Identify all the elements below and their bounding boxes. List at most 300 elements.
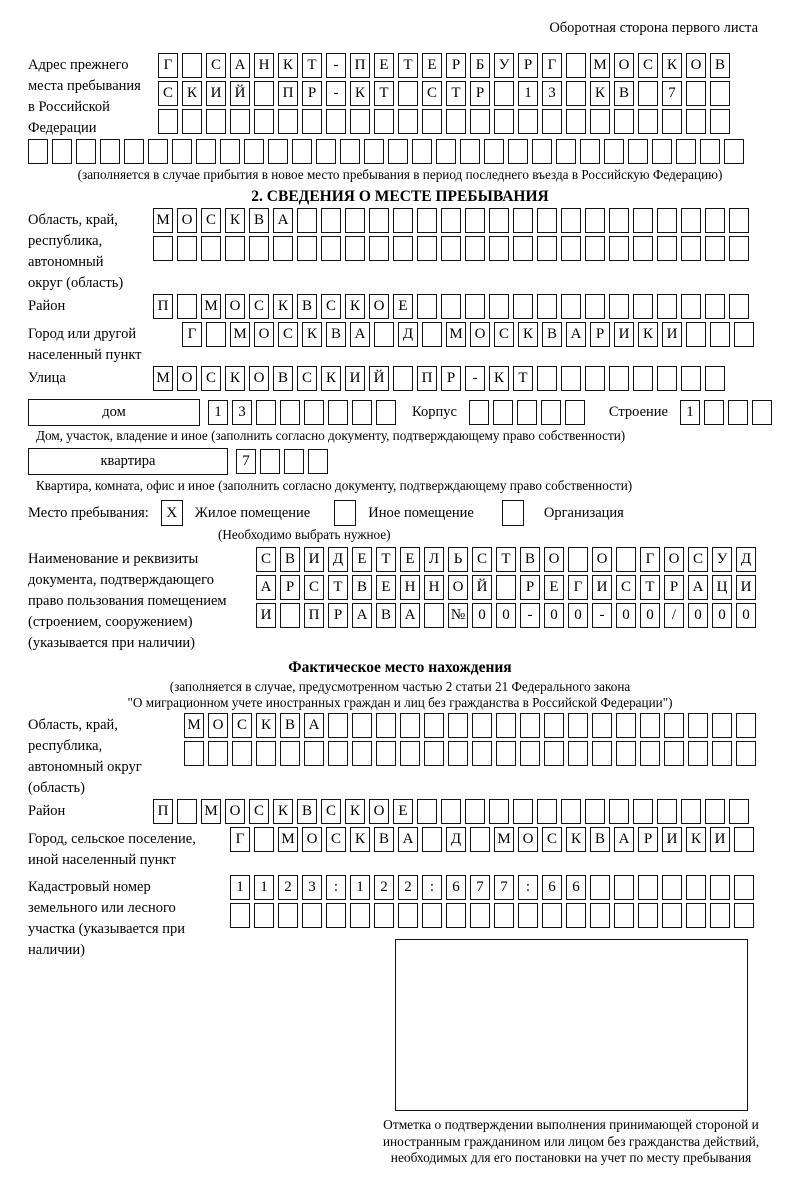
char-box[interactable] (496, 741, 516, 766)
char-box[interactable] (638, 875, 658, 900)
char-box[interactable] (328, 713, 348, 738)
char-box[interactable]: О (664, 547, 684, 572)
char-box[interactable]: В (280, 547, 300, 572)
char-box[interactable]: В (710, 53, 730, 78)
char-box[interactable] (541, 400, 561, 425)
char-box[interactable]: 0 (640, 603, 660, 628)
char-box[interactable] (628, 139, 648, 164)
char-box[interactable] (729, 799, 749, 824)
char-box[interactable]: Й (369, 366, 389, 391)
char-box[interactable]: В (590, 827, 610, 852)
char-box[interactable]: П (153, 799, 173, 824)
char-box[interactable]: И (304, 547, 324, 572)
char-box[interactable]: Д (736, 547, 756, 572)
char-box[interactable]: В (273, 366, 293, 391)
char-box[interactable] (681, 208, 701, 233)
char-box[interactable] (662, 875, 682, 900)
char-box[interactable]: С (638, 53, 658, 78)
char-box[interactable] (609, 366, 629, 391)
char-box[interactable] (448, 713, 468, 738)
char-box[interactable] (268, 139, 288, 164)
char-box[interactable]: 0 (712, 603, 732, 628)
char-box[interactable] (308, 449, 328, 474)
char-box[interactable] (729, 208, 749, 233)
char-box[interactable] (585, 294, 605, 319)
char-box[interactable] (302, 903, 322, 928)
char-box[interactable] (304, 400, 324, 425)
char-box[interactable] (469, 400, 489, 425)
char-box[interactable] (705, 799, 725, 824)
char-box[interactable] (585, 236, 605, 261)
char-box[interactable]: С (256, 547, 276, 572)
char-box[interactable] (350, 903, 370, 928)
char-box[interactable]: 0 (472, 603, 492, 628)
char-box[interactable] (328, 400, 348, 425)
char-box[interactable]: 0 (568, 603, 588, 628)
char-box[interactable] (518, 109, 538, 134)
char-box[interactable] (328, 741, 348, 766)
char-box[interactable] (633, 294, 653, 319)
char-box[interactable] (520, 741, 540, 766)
char-box[interactable] (513, 799, 533, 824)
char-box[interactable] (609, 208, 629, 233)
char-box[interactable]: К (182, 81, 202, 106)
char-box[interactable] (304, 741, 324, 766)
char-box[interactable]: И (592, 575, 612, 600)
char-box[interactable] (446, 109, 466, 134)
char-box[interactable]: В (352, 575, 372, 600)
char-box[interactable] (393, 366, 413, 391)
char-box[interactable] (710, 322, 730, 347)
char-box[interactable] (472, 713, 492, 738)
char-box[interactable] (292, 139, 312, 164)
char-box[interactable] (736, 713, 756, 738)
char-box[interactable] (640, 713, 660, 738)
char-box[interactable]: О (470, 322, 490, 347)
char-box[interactable] (465, 294, 485, 319)
char-box[interactable]: В (326, 322, 346, 347)
char-box[interactable] (640, 741, 660, 766)
char-box[interactable] (489, 208, 509, 233)
char-box[interactable] (417, 236, 437, 261)
char-box[interactable]: Т (328, 575, 348, 600)
char-box[interactable] (710, 875, 730, 900)
char-box[interactable] (609, 294, 629, 319)
char-box[interactable] (470, 109, 490, 134)
char-box[interactable] (561, 236, 581, 261)
char-box[interactable]: У (494, 53, 514, 78)
char-box[interactable]: - (465, 366, 485, 391)
char-box[interactable]: К (566, 827, 586, 852)
char-box[interactable] (441, 799, 461, 824)
char-box[interactable]: О (544, 547, 564, 572)
char-box[interactable]: А (350, 322, 370, 347)
char-box[interactable] (436, 139, 456, 164)
char-box[interactable]: С (422, 81, 442, 106)
char-box[interactable]: П (417, 366, 437, 391)
char-box[interactable]: С (321, 799, 341, 824)
char-box[interactable] (542, 109, 562, 134)
char-box[interactable]: А (614, 827, 634, 852)
char-box[interactable] (537, 236, 557, 261)
char-box[interactable] (182, 53, 202, 78)
char-box[interactable] (280, 603, 300, 628)
char-box[interactable] (712, 713, 732, 738)
char-box[interactable]: 0 (616, 603, 636, 628)
char-box[interactable] (364, 139, 384, 164)
char-box[interactable]: 2 (278, 875, 298, 900)
char-box[interactable]: Г (158, 53, 178, 78)
char-box[interactable]: Н (254, 53, 274, 78)
char-box[interactable] (662, 903, 682, 928)
char-box[interactable] (496, 575, 516, 600)
char-box[interactable]: 7 (470, 875, 490, 900)
char-box[interactable]: В (374, 827, 394, 852)
char-box[interactable] (556, 139, 576, 164)
char-box[interactable] (489, 236, 509, 261)
char-box[interactable] (609, 236, 629, 261)
char-box[interactable] (657, 236, 677, 261)
char-box[interactable] (28, 139, 48, 164)
char-box[interactable] (686, 903, 706, 928)
char-box[interactable]: Р (664, 575, 684, 600)
char-box[interactable] (352, 713, 372, 738)
char-box[interactable] (388, 139, 408, 164)
char-box[interactable] (592, 741, 612, 766)
char-box[interactable]: М (184, 713, 204, 738)
char-box[interactable] (424, 713, 444, 738)
char-box[interactable] (302, 109, 322, 134)
char-box[interactable] (422, 109, 442, 134)
char-box[interactable]: М (201, 294, 221, 319)
char-box[interactable]: 3 (302, 875, 322, 900)
char-box[interactable] (561, 799, 581, 824)
char-box[interactable] (208, 741, 228, 766)
char-box[interactable]: Т (446, 81, 466, 106)
char-box[interactable] (278, 109, 298, 134)
char-box[interactable]: Е (352, 547, 372, 572)
char-box[interactable]: О (254, 322, 274, 347)
char-box[interactable]: № (448, 603, 468, 628)
char-box[interactable] (76, 139, 96, 164)
char-box[interactable]: О (177, 366, 197, 391)
char-box[interactable]: Г (568, 575, 588, 600)
char-box[interactable]: А (352, 603, 372, 628)
char-box[interactable]: Т (496, 547, 516, 572)
char-box[interactable] (273, 236, 293, 261)
char-box[interactable] (657, 208, 677, 233)
char-box[interactable] (376, 741, 396, 766)
checkbox-residential[interactable]: X (161, 500, 183, 526)
char-box[interactable]: Р (328, 603, 348, 628)
char-box[interactable]: К (345, 294, 365, 319)
char-box[interactable]: Т (374, 81, 394, 106)
char-box[interactable]: И (614, 322, 634, 347)
char-box[interactable]: О (177, 208, 197, 233)
char-box[interactable] (398, 109, 418, 134)
char-box[interactable]: Р (638, 827, 658, 852)
char-box[interactable]: К (518, 322, 538, 347)
char-box[interactable] (633, 366, 653, 391)
char-box[interactable]: С (206, 53, 226, 78)
char-box[interactable] (633, 208, 653, 233)
char-box[interactable] (260, 449, 280, 474)
char-box[interactable] (614, 875, 634, 900)
char-box[interactable] (710, 109, 730, 134)
char-box[interactable] (686, 109, 706, 134)
char-box[interactable]: К (273, 799, 293, 824)
char-box[interactable]: К (590, 81, 610, 106)
char-box[interactable]: 1 (350, 875, 370, 900)
char-box[interactable] (244, 139, 264, 164)
char-box[interactable]: 3 (232, 400, 252, 425)
char-box[interactable]: С (232, 713, 252, 738)
char-box[interactable] (206, 322, 226, 347)
char-box[interactable] (561, 294, 581, 319)
char-box[interactable] (724, 139, 744, 164)
char-box[interactable]: К (225, 208, 245, 233)
char-box[interactable]: 1 (208, 400, 228, 425)
char-box[interactable]: О (686, 53, 706, 78)
char-box[interactable]: К (225, 366, 245, 391)
char-box[interactable] (484, 139, 504, 164)
char-box[interactable] (616, 547, 636, 572)
char-box[interactable]: Ь (448, 547, 468, 572)
char-box[interactable]: Е (422, 53, 442, 78)
char-box[interactable] (566, 81, 586, 106)
char-box[interactable] (220, 139, 240, 164)
char-box[interactable]: 6 (446, 875, 466, 900)
char-box[interactable] (734, 903, 754, 928)
char-box[interactable]: О (369, 294, 389, 319)
char-box[interactable] (638, 903, 658, 928)
char-box[interactable]: О (614, 53, 634, 78)
char-box[interactable]: К (321, 366, 341, 391)
char-box[interactable] (470, 827, 490, 852)
char-box[interactable] (465, 236, 485, 261)
char-box[interactable] (590, 903, 610, 928)
char-box[interactable] (544, 741, 564, 766)
char-box[interactable] (316, 139, 336, 164)
char-box[interactable]: В (542, 322, 562, 347)
char-box[interactable]: Т (640, 575, 660, 600)
char-box[interactable]: А (304, 713, 324, 738)
char-box[interactable]: К (350, 827, 370, 852)
char-box[interactable] (374, 109, 394, 134)
char-box[interactable] (565, 400, 585, 425)
char-box[interactable]: К (278, 53, 298, 78)
char-box[interactable] (424, 603, 444, 628)
char-box[interactable] (688, 741, 708, 766)
char-box[interactable]: - (592, 603, 612, 628)
char-box[interactable] (280, 400, 300, 425)
char-box[interactable] (297, 236, 317, 261)
char-box[interactable] (465, 208, 485, 233)
char-box[interactable]: С (321, 294, 341, 319)
char-box[interactable]: Р (518, 53, 538, 78)
char-box[interactable] (230, 903, 250, 928)
char-box[interactable] (345, 208, 365, 233)
char-box[interactable]: 3 (542, 81, 562, 106)
char-box[interactable] (686, 322, 706, 347)
char-box[interactable]: Е (374, 53, 394, 78)
char-box[interactable] (638, 81, 658, 106)
char-box[interactable] (705, 208, 725, 233)
char-box[interactable] (688, 713, 708, 738)
char-box[interactable] (177, 236, 197, 261)
char-box[interactable]: С (201, 208, 221, 233)
char-box[interactable] (681, 799, 701, 824)
char-box[interactable]: В (297, 799, 317, 824)
char-box[interactable] (494, 903, 514, 928)
char-box[interactable] (321, 208, 341, 233)
char-box[interactable] (520, 713, 540, 738)
char-box[interactable] (508, 139, 528, 164)
char-box[interactable] (374, 322, 394, 347)
char-box[interactable]: А (256, 575, 276, 600)
char-box[interactable] (422, 903, 442, 928)
char-box[interactable]: Р (302, 81, 322, 106)
char-box[interactable]: К (302, 322, 322, 347)
char-box[interactable] (254, 903, 274, 928)
char-box[interactable] (441, 208, 461, 233)
char-box[interactable]: И (256, 603, 276, 628)
char-box[interactable] (710, 81, 730, 106)
char-box[interactable]: О (592, 547, 612, 572)
char-box[interactable] (280, 741, 300, 766)
char-box[interactable]: С (688, 547, 708, 572)
char-box[interactable] (568, 547, 588, 572)
char-box[interactable]: К (256, 713, 276, 738)
char-box[interactable]: О (518, 827, 538, 852)
char-box[interactable]: О (208, 713, 228, 738)
char-box[interactable] (638, 109, 658, 134)
char-box[interactable]: - (520, 603, 540, 628)
char-box[interactable] (494, 81, 514, 106)
char-box[interactable] (590, 875, 610, 900)
char-box[interactable]: Й (230, 81, 250, 106)
char-box[interactable]: С (297, 366, 317, 391)
char-box[interactable] (376, 400, 396, 425)
char-box[interactable]: А (273, 208, 293, 233)
char-box[interactable] (734, 875, 754, 900)
char-box[interactable]: Р (520, 575, 540, 600)
char-box[interactable]: М (230, 322, 250, 347)
checkbox-other-premises[interactable] (334, 500, 356, 526)
char-box[interactable] (566, 53, 586, 78)
char-box[interactable] (652, 139, 672, 164)
char-box[interactable] (184, 741, 204, 766)
char-box[interactable] (729, 236, 749, 261)
char-box[interactable]: 1 (254, 875, 274, 900)
char-box[interactable] (614, 903, 634, 928)
char-box[interactable]: Е (376, 575, 396, 600)
checkbox-organization[interactable] (502, 500, 524, 526)
char-box[interactable]: О (448, 575, 468, 600)
char-box[interactable] (664, 741, 684, 766)
char-box[interactable] (561, 366, 581, 391)
char-box[interactable] (537, 799, 557, 824)
char-box[interactable] (657, 799, 677, 824)
char-box[interactable]: Г (542, 53, 562, 78)
char-box[interactable] (561, 208, 581, 233)
char-box[interactable]: Н (424, 575, 444, 600)
char-box[interactable] (710, 903, 730, 928)
char-box[interactable] (518, 903, 538, 928)
char-box[interactable] (686, 81, 706, 106)
char-box[interactable]: 0 (544, 603, 564, 628)
char-box[interactable] (517, 400, 537, 425)
char-box[interactable]: Р (590, 322, 610, 347)
char-box[interactable]: 1 (518, 81, 538, 106)
char-box[interactable] (700, 139, 720, 164)
char-box[interactable]: Т (513, 366, 533, 391)
char-box[interactable] (422, 827, 442, 852)
char-box[interactable] (374, 903, 394, 928)
char-box[interactable] (177, 799, 197, 824)
char-box[interactable]: А (230, 53, 250, 78)
char-box[interactable]: У (712, 547, 732, 572)
char-box[interactable] (705, 294, 725, 319)
char-box[interactable]: : (518, 875, 538, 900)
char-box[interactable] (542, 903, 562, 928)
char-box[interactable]: Й (472, 575, 492, 600)
char-box[interactable] (705, 236, 725, 261)
char-box[interactable] (537, 208, 557, 233)
char-box[interactable]: Г (230, 827, 250, 852)
char-box[interactable] (369, 236, 389, 261)
char-box[interactable]: А (688, 575, 708, 600)
char-box[interactable] (489, 799, 509, 824)
char-box[interactable] (352, 400, 372, 425)
char-box[interactable] (448, 741, 468, 766)
char-box[interactable] (254, 109, 274, 134)
char-box[interactable]: Р (470, 81, 490, 106)
char-box[interactable] (230, 109, 250, 134)
char-box[interactable] (460, 139, 480, 164)
char-box[interactable]: С (542, 827, 562, 852)
char-box[interactable] (369, 208, 389, 233)
char-box[interactable]: М (153, 366, 173, 391)
char-box[interactable] (422, 322, 442, 347)
char-box[interactable] (470, 903, 490, 928)
char-box[interactable]: С (201, 366, 221, 391)
char-box[interactable] (393, 208, 413, 233)
char-box[interactable]: С (304, 575, 324, 600)
char-box[interactable] (494, 109, 514, 134)
char-box[interactable] (566, 903, 586, 928)
char-box[interactable] (398, 903, 418, 928)
char-box[interactable]: И (206, 81, 226, 106)
char-box[interactable] (278, 903, 298, 928)
char-box[interactable] (417, 208, 437, 233)
char-box[interactable] (590, 109, 610, 134)
char-box[interactable]: Г (640, 547, 660, 572)
char-box[interactable]: Р (441, 366, 461, 391)
char-box[interactable]: Е (393, 294, 413, 319)
char-box[interactable] (704, 400, 724, 425)
char-box[interactable]: М (446, 322, 466, 347)
char-box[interactable] (493, 400, 513, 425)
char-box[interactable] (585, 366, 605, 391)
char-box[interactable]: 7 (494, 875, 514, 900)
char-box[interactable] (326, 903, 346, 928)
char-box[interactable] (681, 366, 701, 391)
char-box[interactable] (256, 741, 276, 766)
char-box[interactable]: Н (400, 575, 420, 600)
char-box[interactable]: И (345, 366, 365, 391)
char-box[interactable]: С (472, 547, 492, 572)
